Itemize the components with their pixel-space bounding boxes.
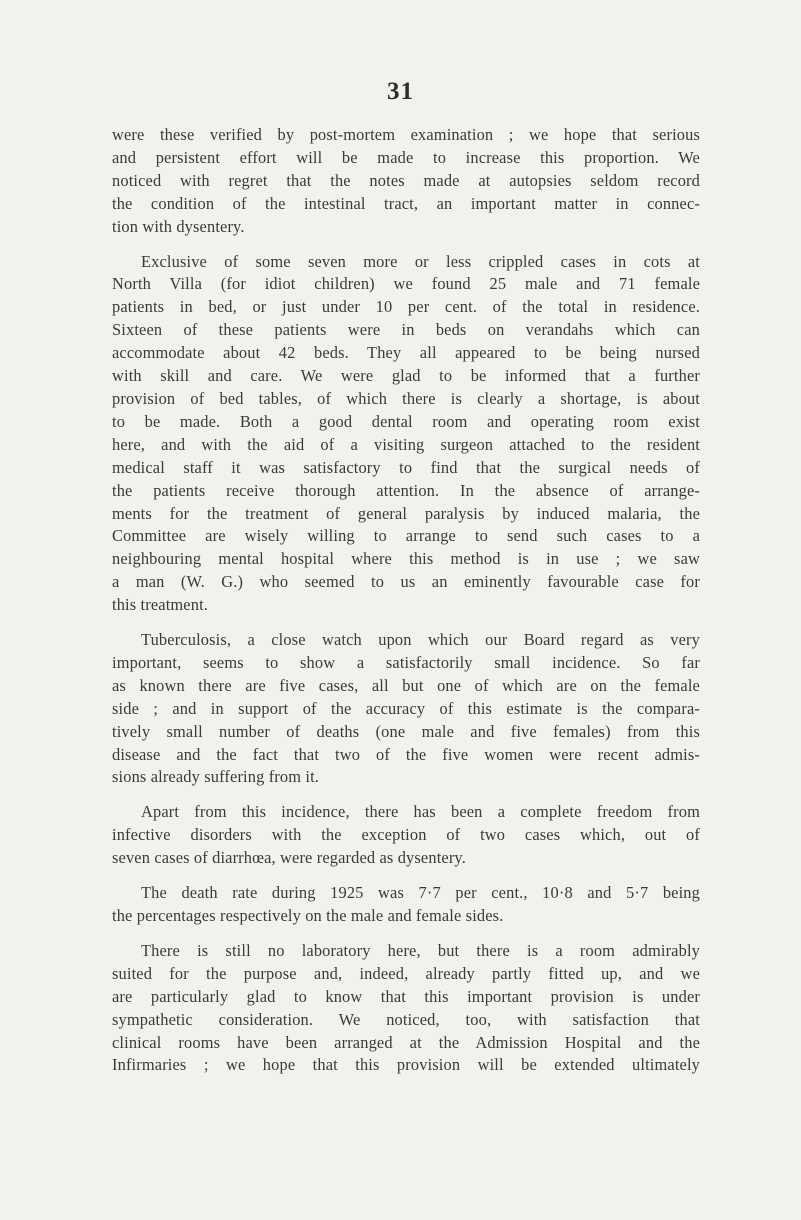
- text-line: The death rate during 1925 was 7·7 per cent., 10·8 and 5·7 being: [141, 883, 700, 903]
- text-line: seven cases of diarrhœa, were regarded as dysentery.: [112, 848, 466, 868]
- page-number: 31: [387, 78, 414, 105]
- document-body: [112, 124, 700, 1077]
- text-line: provision of bed tables, of which there is clearly a shortage, is about: [112, 388, 700, 408]
- text-line: Sixteen of these patients were in beds on verandahs which can: [112, 320, 700, 340]
- text-line: were these verified by post-mortem examination ; we hope that serious: [112, 125, 700, 144]
- text-line: disease and the fact that two of the five women were recent admis-: [112, 744, 700, 764]
- text-line: Apart from this incidence, there has been a complete freedom from: [141, 802, 700, 822]
- text-line: tion with dysentery.: [112, 216, 245, 236]
- text-line: accommodate about 42 beds. They all appeared to be being nursed: [112, 343, 700, 363]
- paragraph-laboratory: [112, 940, 700, 1077]
- text-line: North Villa (for idiot children) we found 25 male and 71 female: [112, 274, 700, 294]
- paragraph-death-rate: [112, 882, 700, 928]
- text-line: side ; and in support of the accuracy of this estimate is the compara-: [112, 698, 700, 718]
- text-line: important, seems to show a satisfactorily small incidence. So far: [112, 652, 700, 672]
- text-line: to be made. Both a good dental room and operating room exist: [112, 411, 700, 431]
- paragraph-infective-disorders: [112, 801, 700, 870]
- text-line: medical staff it was satisfactory to find that the surgical needs of: [112, 457, 700, 477]
- text-line: Tuberculosis, a close watch upon which our Board regard as very: [141, 630, 700, 650]
- text-line: this treatment.: [112, 595, 209, 615]
- text-line: are particularly glad to know that this important provision is under: [112, 986, 700, 1006]
- text-line: neighbouring mental hospital where this method is in use ; we saw: [112, 549, 700, 569]
- text-line: suited for the purpose and, indeed, already partly fitted up, and we: [112, 963, 700, 983]
- text-line: noticed with regret that the notes made at autopsies seldom record: [112, 170, 700, 190]
- text-line: infective disorders with the exception of two cases which, out of: [112, 825, 700, 845]
- text-line: sions already suffering from it.: [112, 767, 320, 787]
- text-line: with skill and care. We were glad to be informed that a further: [112, 366, 700, 386]
- text-line: patients in bed, or just under 10 per cent. of the total in residence.: [112, 297, 700, 317]
- text-line: as known there are five cases, all but one of which are on the female: [112, 675, 700, 695]
- paragraph-autopsy: [112, 124, 700, 239]
- text-line: a man (W. G.) who seemed to us an eminently favourable case for: [112, 572, 700, 592]
- text-line: the patients receive thorough attention. In the absence of arrange-: [112, 480, 700, 500]
- text-line: ments for the treatment of general paralysis by induced malaria, the: [112, 503, 700, 523]
- text-line: Committee are wisely willing to arrange to send such cases to a: [112, 526, 700, 546]
- text-line: and persistent effort will be made to increase this proportion. We: [112, 147, 700, 167]
- text-line: Exclusive of some seven more or less crippled cases in cots at: [141, 251, 700, 271]
- text-line: sympathetic consideration. We noticed, too, with satisfaction that: [112, 1009, 700, 1029]
- paragraph-tuberculosis: [112, 629, 700, 789]
- text-line: the percentages respectively on the male and female sides.: [112, 906, 504, 925]
- text-line: the condition of the intestinal tract, an important matter in connec-: [112, 193, 700, 213]
- text-line: There is still no laboratory here, but there is a room admirably: [141, 940, 700, 960]
- text-line: here, and with the aid of a visiting surgeon attached to the resident: [112, 434, 700, 454]
- text-line: clinical rooms have been arranged at the Admission Hospital and the: [112, 1032, 700, 1052]
- text-line: Infirmaries ; we hope that this provision will be extended ultimately: [112, 1055, 700, 1075]
- text-line: tively small number of deaths (one male and five females) from this: [112, 721, 700, 741]
- paragraph-patients-in-bed: [112, 251, 700, 618]
